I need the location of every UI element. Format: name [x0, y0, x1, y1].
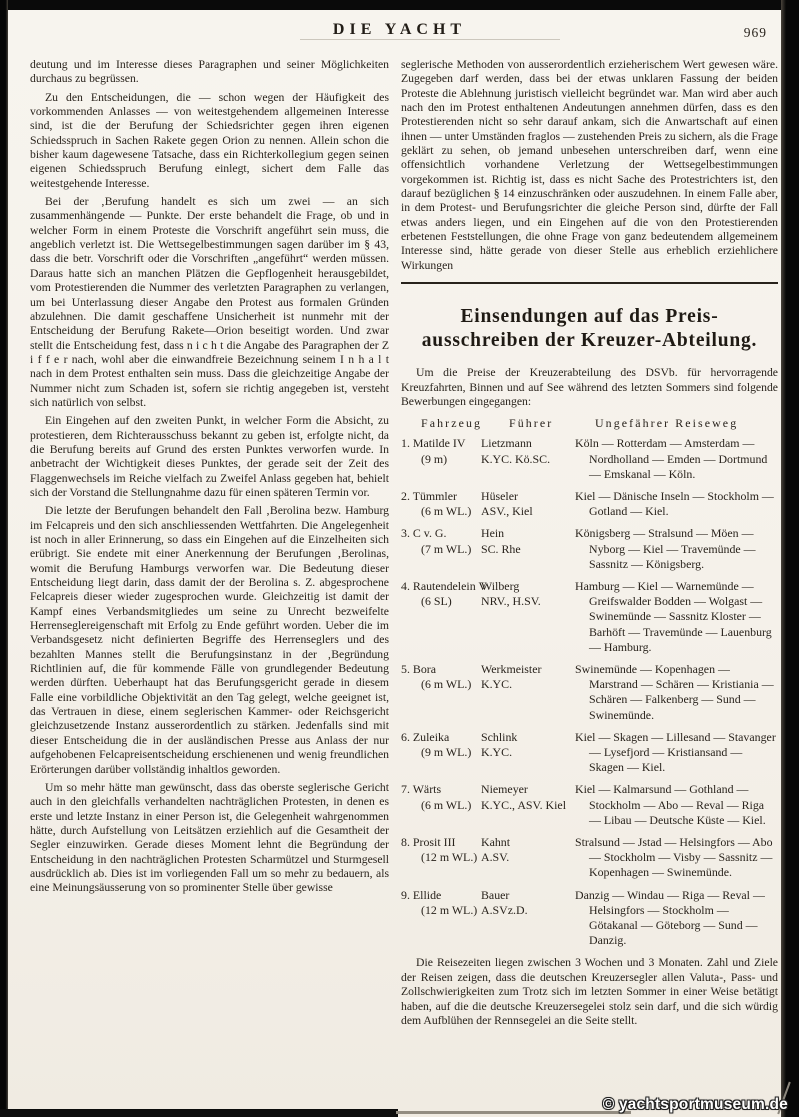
paragraph: seglerische Methoden von ausserordentlich erzieherischem Wert gewesen wäre. Zugegeben darf werden, dass bei der etwas unklaren Fassung der beiden Proteste die Ablehnung juristisch vielleicht begründet war. Man wird aber auch nach den im Protest enthaltenen Andeutungen annehmen dürfen, dass es den Protestierenden nicht so sehr darauf ankam, sich die Anwartschaft auf einen ihnen — unter Umständen fraglos — zustehenden Preis zu sichern, als die Frage geklärt zu sehen, ob jemand unbesehen unterschreiben darf, wenn eine offensichtlich vorhandene Verletzung der Wettsegelbestimmungen vorgekommen ist. Richtig ist, dass es nicht Sache des Protestrichters ist, den darauf bezüglichen § 14 einzuschränken oder auszudehnen. In einem Falle aber, in dem Protest- und Berufungsrichter die gleiche Person sind, dürfte der Fall etwas anders liegen, und ein Eingehen auf die von den Protestierenden erbetenen Feststellungen, die ohne Frage von ganz bedeutendem allgemeinem Interesse sind, hätte gerade von dieser Stelle aus erheblich erziehlichere Wirkungen — [401, 58, 778, 272]
skipper-club: SC. Rhe — [481, 541, 521, 556]
skipper-name: Bauer — [481, 887, 510, 902]
table-row — [401, 730, 778, 776]
vessel-size: (6 m WL.) — [421, 677, 472, 692]
skipper-cell — [481, 888, 575, 949]
scan-edge-left — [0, 0, 8, 1117]
table-header-row — [401, 416, 778, 431]
skipper-cell — [481, 835, 575, 881]
table-row — [401, 436, 778, 482]
route-cell: Swinemünde — Kopenhagen — Marstrand — Schären — Kristiania — Schären — Falkenberg — Sund — Swinemünde. — [575, 662, 774, 722]
skipper-club: A.SVz.D. — [481, 902, 528, 917]
row-number: 4. — [401, 579, 410, 594]
skipper-name: Schlink — [481, 729, 518, 744]
row-number: 6. — [401, 729, 410, 744]
vessel-size: (6 SL) — [421, 594, 452, 609]
article-title — [401, 305, 778, 353]
skipper-club: K.YC. — [481, 677, 513, 692]
skipper-club: ASV., Kiel — [481, 504, 533, 519]
paragraph: Zu den Entscheidungen, die — schon wegen der Häufigkeit des vorkommenden Anlasses — von weitestgehendem allgemeinen Interesse sind, ist die der Berufung der Schiedsrichter gegen ihren eigenen Schiedsspruch in Sachen Rakete gegen Orion zu nennen. Allein schon die bisher kaum dagewesene Tatsache, dass ein Richterkollegium gegen seinen eigenen Schiedsspruch Berufung einlegt, sichert dem Falle das weitestgehende Interesse. — [30, 90, 389, 190]
right-column — [401, 58, 778, 1032]
row-number: 2. — [401, 489, 410, 503]
article-title-line1: Einsendungen auf das Preis- — [460, 306, 719, 328]
skipper-cell — [481, 730, 575, 776]
table-row — [401, 489, 778, 519]
skipper-cell — [481, 782, 575, 828]
row-number: 7. — [401, 782, 410, 797]
route-cell: Kiel — Kalmarsund — Gothland — Stockholm — Abo — Reval — Riga — Libau — Deutsche Küste — Kiel. — [575, 782, 766, 827]
paragraph: Um so mehr hätte man gewünscht, dass das oberste seglerische Gericht auch in den gleichfalls verhandelten nachträglichen Protesten, in denen es erste und letzte Instanz in einer Person ist, die Gelegenheit wahrgenommen hätte, durch Aufstellung von Leitsätzen erziehlich auf die Gesamtheit der Segler einzuwirken. Gerade dieses Moment lehnt die Begründung der Entscheidung in den nachträglichen Protesten Scharmützel und Sturmgesell ausdrücklich ab. Dies ist im vorliegenden Fall um so mehr zu bedauern, als eine Meinungsäusserung von so prominenter Stelle über gewisse — [30, 780, 389, 895]
vessel-name: Tümmler — [412, 489, 457, 503]
paragraph: Bei der ‚Berufung handelt es sich um zwei — an sich zusammenhängende — Punkte. Der erste behandelt die Frage, ob und in welcher Form in einem Proteste die Vorschrift angeführt sein muss, die angeblich verletzt ist. Die Wettsegelbestimmungen sagen darüber im § 43, dass die betr. Vorschrift oder die Vorschriften „angeführt“ werden müssen. Daraus hatte sich an manchen Plätzen die Gepflogenheit herausgebildet, vom Protestierenden die Nummer des verletzten Paragraphen zu verlangen, um bei Unterlassung dieser Angabe den Protest aus formalen Gründen abzulehnen. Die damit geschaffene Unsicherheit ist nunmehr mit der Entscheidung der Berufung Rakete—Orion beseitigt worden. Und zwar stellt die Entscheidung fest, dass n i c h t die Angabe des Paragraphen der Z i f f e r nach, wohl aber die einwandfreie Bezeichnung seinem I n h a l t nach in dem Protest enthalten sein muss. Dass die gleichzeitige Angabe der Nummer nicht zum Schaden ist, sofern sie richtig angegeben ist, versteht sich natürlich von selbst. — [30, 195, 389, 409]
vessel-cell — [401, 888, 481, 949]
vessel-name: Wärts — [412, 782, 442, 797]
vessel-size: (9 m) — [421, 451, 448, 466]
route-cell: Stralsund — Jstad — Helsingfors — Abo — Stockholm — Visby — Sassnitz — Kopenhagen — Swinemünde. — [575, 835, 773, 880]
vessel-name: C v. G. — [412, 526, 447, 541]
vessel-cell — [401, 579, 487, 655]
paragraph: Die letzte der Berufungen behandelt den Fall ‚Berolina bezw. Hamburg im Felcapreis und den sich anschliessenden Wettfahrten. Die Angelegenheit ist noch in aller Erinnerung, so dass ein Eingehen auf die Einzelheiten sich erübrigt. Sie endete mit einer Anerkennung der Berufungen ‚Berolinas, womit die Berufung Hamburgs verworfen war. Die Bedeutung dieser Entscheidung liegt darin, dass damit der der Berolina s. Z. abgesprochene Felcapreis dieser wieder zugesprochen wurde. Gleichzeitig ist damit der Kampf eines Verbandsmitgliedes um seine zu Unrecht bezweifelte Herrenseglereigenschaft mit Erfolg zu Ende geführt worden. Ueber die im Verbandsgesetz nicht definierten Begriffe des Herrenseglers und des bezahlten Mannes stellt die Berufungsinstanz in der ‚Begründung Richtlinien auf, die für kommende Fälle von grundlegender Bedeutung werden dürften. Ueberhaupt hat das Berufungsgericht gerade in diesem Falle eine vorbildliche Objektivität an den Tag gelegt, welche geeignet ist, das Vertrauen in diese, einem seglerischen Kammer- oder Reichsgericht gleichzusetzende Instanz ausserordentlich zu stärken. Jedenfalls sind mit dieser Entscheidung die in der ausländischen Presse aus Anlass der nur aufgehobenen Felcapreisentscheidung erschienenen und wenig freundlichen Erörterungen darüber vollständig inhaltlos geworden. — [30, 504, 389, 776]
vessel-name: Ellide — [412, 887, 442, 902]
skipper-club: K.YC., ASV. Kiel — [481, 797, 567, 812]
route-cell: Kiel — Skagen — Lillesand — Stavanger — Lysefjord — Kristiansand — Skagen — Kiel. — [575, 729, 776, 775]
scan-edge-right — [781, 0, 799, 1117]
vessel-cell — [401, 730, 481, 776]
skipper-club: K.YC. — [481, 745, 513, 760]
column-header-skipper: Führer — [509, 416, 554, 431]
vessel-cell — [401, 526, 481, 572]
skipper-name: Lietzmann — [481, 436, 532, 451]
row-number: 3. — [401, 526, 410, 541]
route-cell: Köln — Rotterdam — Amsterdam — Nordholland — Emden — Dortmund — Emskanal — Köln. — [575, 436, 768, 481]
masthead — [0, 21, 799, 47]
route-cell: Kiel — Dänische Inseln — Stockholm — Gotland — Kiel. — [575, 489, 774, 519]
route-cell: Hamburg — Kiel — Warnemünde — Greifswalder Bodden — Wolgast — Swinemünde — Sassnitz Kloster — Barhöft — Travemünde — Lauenburg — Hamburg. — [575, 579, 772, 654]
skipper-name: Wilberg — [481, 579, 520, 594]
vessel-cell — [401, 436, 481, 482]
skipper-cell — [481, 436, 575, 482]
section-divider-rule — [401, 282, 778, 284]
paragraph: deutung und im Interesse dieses Paragraphen und seiner Möglichkeiten durchaus zu begrüssen. — [30, 58, 389, 86]
article-intro: Um die Preise der Kreuzerabteilung des DSVb. für hervorragende Kreuzfahrten, Binnen und auf See während des letzten Sommers sind folgende Bewerbungen eingegangen: — [401, 366, 778, 408]
skipper-cell — [481, 662, 575, 723]
table-row — [401, 835, 778, 881]
skipper-name: Hüseler — [481, 489, 518, 503]
row-number: 5. — [401, 662, 410, 677]
route-table — [401, 416, 778, 948]
route-cell: Königsberg — Stralsund — Möen — Nyborg — Kiel — Travemünde — Sassnitz — Königsberg. — [575, 526, 756, 571]
scan-edge-top — [0, 0, 799, 10]
vessel-name: Prosit III — [412, 835, 456, 850]
column-header-route: Ungefährer Reiseweg — [595, 416, 739, 431]
vessel-cell — [401, 662, 481, 723]
journal-title: DIE YACHT — [332, 21, 467, 38]
vessel-name: Matilde IV — [412, 436, 466, 451]
skipper-cell — [481, 489, 575, 519]
table-row — [401, 662, 778, 723]
vessel-size: (9 m WL.) — [421, 745, 472, 760]
skipper-club: K.YC. Kö.SC. — [481, 451, 551, 466]
skipper-cell — [481, 526, 575, 572]
skipper-name: Hein — [481, 526, 505, 541]
article-title-line2: ausschreiben der Kreuzer-Abteilung. — [421, 330, 758, 352]
skipper-name: Niemeyer — [481, 782, 528, 797]
vessel-size: (12 m WL.) — [421, 850, 478, 865]
vessel-size: (12 m WL.) — [421, 902, 478, 917]
row-number: 1. — [401, 436, 410, 451]
skipper-club: NRV., H.SV. — [481, 594, 541, 609]
vessel-cell — [401, 835, 481, 881]
scan-edge-bottom-shadow — [396, 1111, 631, 1114]
vessel-name: Bora — [412, 662, 437, 677]
table-row — [401, 888, 778, 949]
vessel-cell — [401, 489, 481, 519]
row-number: 9. — [401, 887, 410, 902]
page-number: 969 — [743, 25, 767, 40]
article-closing-paragraph: Die Reisezeiten liegen zwischen 3 Wochen und 3 Monaten. Zahl und Ziele der Reisen zeigen, dass die deutschen Kreuzersegler allen Valuta-, Pass- und Zollschwierigkeiten zum Trotz sich im letzten Sommer in einer Weise betätigt haben, auf die die deutsche Kreuzersegelei stolz sein darf, und die sich würdig dem Aufblühen der Rennsegelei an die Seite stellt. — [401, 956, 778, 1027]
table-row — [401, 782, 778, 828]
vessel-name: Rautendelein V — [412, 579, 487, 594]
skipper-club: A.SV. — [481, 850, 510, 865]
vessel-size: (7 m WL.) — [421, 541, 472, 556]
vessel-name: Zuleika — [412, 729, 450, 744]
paragraph: Ein Eingehen auf den zweiten Punkt, in welcher Form die Absicht, zu protestieren, dem Richterausschuss bekannt zu geben ist, erfolgte nicht, da die Berufung bereits auf Grund des ersten Punktes verworfen wurde. In anbetracht der Wichtigkeit dieses Punktes, der gerade seit der Zeit des Flaggenwechsels im Reiche vielfach zu Zweifel Anlass gegeben hat, behielt sich der Vorstand die Stellungnahme dazu für einen späteren Termin vor. — [30, 414, 389, 499]
vessel-size: (6 m WL.) — [421, 504, 472, 519]
row-number: 8. — [401, 835, 410, 850]
vessel-cell — [401, 782, 481, 828]
skipper-name: Werkmeister — [481, 662, 542, 677]
skipper-name: Kahnt — [481, 835, 511, 850]
route-cell: Danzig — Windau — Riga — Reval — Helsingfors — Stockholm — Götakanal — Göteborg — Sund — Danzig. — [575, 887, 765, 948]
left-column — [30, 58, 389, 900]
table-row — [401, 579, 778, 655]
scan-edge-bottom — [0, 1109, 398, 1117]
table-row — [401, 526, 778, 572]
column-header-vessel: Fahrzeug — [421, 416, 483, 431]
vessel-size: (6 m WL.) — [421, 797, 472, 812]
watermark: © yachtsportmuseum.de — [602, 1096, 788, 1113]
skipper-cell — [481, 579, 575, 655]
